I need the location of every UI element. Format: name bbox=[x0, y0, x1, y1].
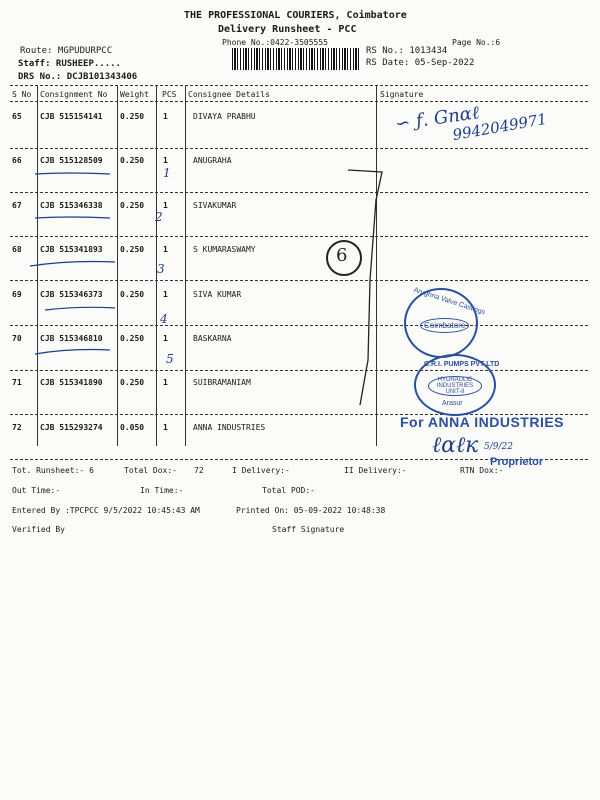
row-sno: 70 bbox=[12, 334, 22, 343]
signature-65-phone: 9942049971 bbox=[451, 109, 549, 145]
pcs-count-66: 1 bbox=[163, 166, 171, 180]
pcs-count-67: 2 bbox=[155, 210, 163, 224]
row-pcs: 1 bbox=[163, 201, 168, 210]
row-consignee: DIVAYA PRABHU bbox=[193, 112, 256, 121]
row-consignment: CJB 515346810 bbox=[40, 334, 103, 343]
col-header-consignee: Consignee Details bbox=[188, 90, 270, 99]
pcs-count-70: 5 bbox=[166, 352, 174, 366]
row-consignment: CJB 515341893 bbox=[40, 245, 103, 254]
rs-date: RS Date: 05-Sep-2022 bbox=[366, 58, 475, 68]
in-time: In Time:- bbox=[140, 486, 184, 495]
signature-72: ℓαℓк bbox=[432, 433, 479, 458]
printed-on: Printed On: 05-09-2022 10:48:38 bbox=[236, 506, 386, 515]
col-divider bbox=[185, 86, 186, 446]
total-pod: Total POD:- bbox=[262, 486, 315, 495]
row-weight: 0.250 bbox=[120, 201, 145, 210]
row-consignee: SUIBRAMANIAM bbox=[193, 378, 251, 387]
valve-stamp-text: Arughna Valve Castings bbox=[412, 286, 486, 317]
row-consignment: CJB 515346338 bbox=[40, 201, 103, 210]
out-time: Out Time:- bbox=[12, 486, 61, 495]
proprietor-label: Proprietor bbox=[490, 456, 544, 468]
row-sno: 69 bbox=[12, 290, 22, 299]
barcode bbox=[232, 48, 360, 70]
pen-underlines bbox=[30, 160, 130, 380]
row-sno: 65 bbox=[12, 112, 22, 121]
row-weight: 0.250 bbox=[120, 290, 145, 299]
circled-number bbox=[326, 240, 362, 276]
row-pcs: 1 bbox=[163, 334, 168, 343]
pen-bracket-line bbox=[320, 160, 400, 420]
row-consignment: CJB 515128509 bbox=[40, 156, 103, 165]
row-consignee: SIVAKUMAR bbox=[193, 201, 237, 210]
page-number: Page No.:6 bbox=[452, 38, 501, 47]
row-consignee: BASKARNA bbox=[193, 334, 232, 343]
row-sno: 66 bbox=[12, 156, 22, 165]
row-consignment: CJB 515346373 bbox=[40, 290, 103, 299]
pcs-count-68: 3 bbox=[157, 262, 165, 276]
staff-signature: Staff Signature bbox=[272, 525, 345, 534]
row-sno: 72 bbox=[12, 423, 22, 432]
pumps-stamp bbox=[414, 354, 500, 416]
row-consignee: SIVA KUMAR bbox=[193, 290, 242, 299]
rs-number: RS No.: 1013434 bbox=[366, 46, 448, 56]
drs-number: DRS No.: DCJB101343406 bbox=[18, 72, 138, 82]
total-runsheet: Tot. Runsheet:- 6 bbox=[12, 466, 94, 475]
col-header-consignment: Consignment No bbox=[40, 90, 108, 99]
row-weight: 0.250 bbox=[120, 245, 145, 254]
route: Route: MGPUDURPCC bbox=[20, 46, 113, 56]
valve-stamp-city: Coimbatore bbox=[420, 318, 469, 333]
ii-delivery: II Delivery:- bbox=[344, 466, 407, 475]
row-weight: 0.250 bbox=[120, 156, 145, 165]
row-consignee: ANNA INDUSTRIES bbox=[193, 423, 266, 432]
row-pcs: 1 bbox=[163, 112, 168, 121]
row-consignee: ANUGRAHA bbox=[193, 156, 232, 165]
row-consignment: CJB 515293274 bbox=[40, 423, 103, 432]
pumps-stamp-unit: HYDRAULIC INDUSTRIES UNIT-II bbox=[428, 376, 482, 396]
pumps-stamp-name: C.R.I. PUMPS PVT LTD bbox=[424, 361, 500, 368]
table-top-rule bbox=[10, 85, 588, 86]
row-weight: 0.250 bbox=[120, 334, 145, 343]
signature-65: ∽ ƒ. Gnαℓ bbox=[393, 102, 481, 135]
valve-castings-stamp bbox=[404, 286, 486, 358]
row-sno: 67 bbox=[12, 201, 22, 210]
total-dox-value: 72 bbox=[194, 466, 204, 475]
row-pcs: 1 bbox=[163, 290, 168, 299]
row-weight: 0.250 bbox=[120, 112, 145, 121]
col-header-weight: Weight bbox=[120, 90, 149, 99]
pcs-count-69: 4 bbox=[160, 312, 168, 326]
company-name: THE PROFESSIONAL COURIERS, Coimbatore bbox=[184, 10, 407, 21]
row-consignment: CJB 515341890 bbox=[40, 378, 103, 387]
row-pcs: 1 bbox=[163, 423, 168, 432]
anna-industries-stamp: For ANNA INDUSTRIES bbox=[400, 414, 565, 430]
col-header-signature: Signature bbox=[380, 90, 424, 99]
verified-by: Verified By bbox=[12, 525, 65, 534]
circled-number-value: 6 bbox=[336, 245, 348, 266]
pumps-stamp-place: Arasur bbox=[442, 400, 463, 407]
col-header-pcs: PCS bbox=[162, 90, 177, 99]
row-weight: 0.250 bbox=[120, 378, 145, 387]
row-pcs: 1 bbox=[163, 378, 168, 387]
row-rule bbox=[10, 148, 588, 149]
row-consignee: S KUMARASWAMY bbox=[193, 245, 256, 254]
signature-72-date: 5/9/22 bbox=[484, 442, 513, 452]
page-title: Delivery Runsheet - PCC bbox=[218, 24, 357, 35]
i-delivery: I Delivery:- bbox=[232, 466, 290, 475]
header-rule bbox=[10, 101, 588, 102]
total-dox-label: Total Dox:- bbox=[124, 466, 177, 475]
col-header-sno: S No bbox=[12, 90, 32, 99]
row-sno: 71 bbox=[12, 378, 22, 387]
entered-by: Entered By :TPCPCC 9/5/2022 10:45:43 AM bbox=[12, 506, 200, 515]
rtn-dox: RTN Dox:- bbox=[460, 466, 504, 475]
row-pcs: 1 bbox=[163, 156, 168, 165]
phone-number: Phone No.:0422-3505555 bbox=[222, 38, 328, 47]
row-pcs: 1 bbox=[163, 245, 168, 254]
staff: Staff: RUSHEEP..... bbox=[18, 59, 121, 69]
row-sno: 68 bbox=[12, 245, 22, 254]
row-consignment: CJB 515154141 bbox=[40, 112, 103, 121]
row-weight: 0.050 bbox=[120, 423, 145, 432]
